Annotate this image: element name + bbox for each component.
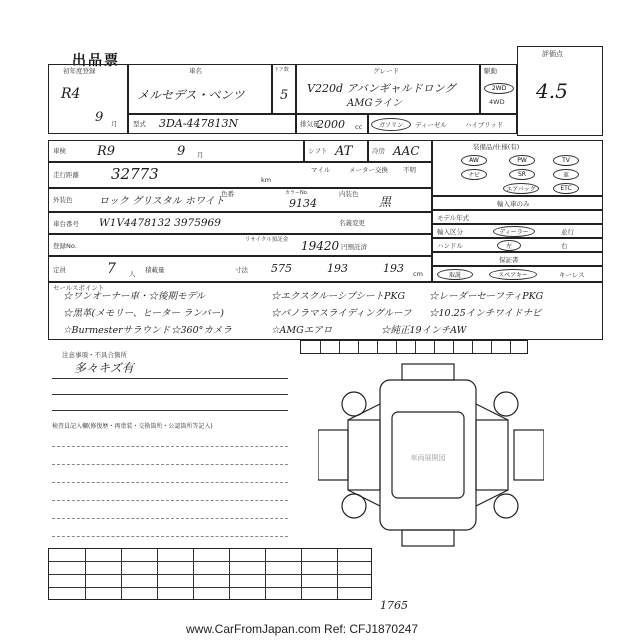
recycle-unit: 円預託済 [341, 243, 367, 251]
displacement-label: 排気量 [300, 120, 320, 128]
import-header [432, 196, 603, 210]
registration-label: 登録No. [53, 242, 77, 250]
lot-number: 1765 [380, 599, 408, 612]
capacity-unit: 人 [129, 270, 136, 278]
displacement-value: 2000 [317, 118, 345, 131]
equip-tv: TV [553, 155, 579, 166]
first-registration-month: 9 [95, 110, 104, 125]
fuel-cell [368, 114, 517, 134]
model-code: 3DA-447813N [159, 117, 239, 130]
mileage-option-unknown: 不明 [403, 166, 416, 174]
notes-label: 注意事項・不具合箇所 [62, 351, 127, 359]
color-value: ロック グリスタル ホワイト [99, 196, 225, 207]
warranty-label: 保証書 [499, 256, 519, 264]
warranty-header [432, 252, 603, 266]
doors-cell [272, 64, 296, 114]
inspection-month: 9 [177, 144, 186, 159]
mileage-cell [48, 162, 432, 188]
capacity-label: 定員 [53, 266, 66, 274]
recycle-value: 19420 [301, 239, 340, 253]
sales-point-3: ☆レーダーセーフティPKG [429, 291, 544, 302]
drive-cell [480, 64, 517, 114]
equip-etc: ETC [553, 183, 579, 194]
width-value: 193 [327, 262, 348, 275]
chassis-cell [48, 212, 432, 234]
fuel-option-diesel: ディーゼル [415, 121, 447, 129]
drive-option-4wd: 4WD [489, 98, 505, 106]
grade-label: グレード [373, 67, 399, 75]
diagram-label: 車両展開図 [410, 454, 446, 462]
dims-unit: cm [413, 270, 423, 278]
score-box [517, 46, 603, 136]
bottom-table [48, 548, 372, 600]
sales-point-9: ☆AMGエアロ [271, 325, 333, 336]
doors-value: 5 [280, 88, 289, 103]
handle-cell [432, 238, 603, 252]
inspection-cell [48, 140, 304, 162]
import-label: 輸入車のみ [497, 200, 530, 208]
color-no: 9134 [289, 197, 317, 210]
seat-label: 名義変更 [339, 219, 365, 227]
form-title: 出品票 [72, 53, 120, 69]
model-year-cell [432, 210, 603, 224]
score-value: 4.5 [536, 79, 568, 103]
model-year-label: モデル年式 [437, 214, 470, 222]
fuel-option-gasoline: ガソリン [371, 118, 411, 131]
first-registration-month-unit: 月 [111, 120, 118, 128]
equipment-label: 装備品/仕様(有) [473, 143, 520, 151]
watermark: www.CarFromJapan.com Ref: CFJ1870247 [186, 622, 419, 636]
grade-cell [296, 64, 480, 114]
sales-point-6: ☆10.25インチワイドナビ [429, 308, 542, 319]
aircon-label: 冷房 [372, 147, 385, 155]
sales-point-7: ☆Burmesterサラウンド [63, 325, 171, 336]
equip-airbag: エアバッグ [503, 183, 539, 194]
car-name: メルセデス・ベンツ [137, 88, 245, 102]
inspector-label: 検査員記入欄(修復歴・再塗装・交換箇所・公認箇所等記入) [52, 423, 213, 430]
inspection-year: R9 [97, 144, 116, 159]
warranty-option-manual: 取説 [437, 269, 473, 280]
notes-value: 多々キズ有 [74, 361, 134, 375]
mileage-label: 走行距離 [53, 171, 79, 179]
warranty-option-spare-key: スペアキー [489, 269, 537, 280]
color-cell [48, 188, 432, 212]
chassis-value: W1V4478132 3975969 [99, 217, 221, 229]
grade-line1: V220d アバンギャルドロング [307, 82, 456, 95]
condition-grid [300, 340, 528, 354]
equip-sr: SR [509, 169, 535, 180]
car-name-cell [128, 64, 272, 114]
drive-label: 駆動 [484, 67, 497, 75]
equip-aw: AW [461, 155, 487, 166]
drive-option-2wd: 2WD [484, 83, 514, 94]
sales-point-8: ☆360°カメラ [171, 325, 232, 336]
inspection-month-unit: 月 [197, 151, 204, 159]
chassis-label: 車台番号 [53, 220, 79, 228]
shift-cell [304, 140, 368, 162]
first-registration-year: R4 [61, 86, 81, 102]
sales-points-cell [48, 282, 603, 340]
first-registration-label: 初年度登録 [63, 67, 96, 75]
mileage-value: 32773 [111, 165, 159, 183]
height-value: 193 [383, 262, 404, 275]
registration-cell [48, 234, 432, 256]
dims-label: 寸法 [235, 266, 248, 274]
color-no-label: カラーNo. [285, 190, 309, 196]
shift-value: AT [335, 144, 353, 159]
warranty-option-keyless: キーレス [559, 271, 585, 279]
shift-label: シフト [308, 147, 328, 155]
mileage-unit: km [261, 176, 272, 184]
model-code-label: 型式 [133, 120, 146, 128]
color-label: 外装色 [53, 196, 73, 204]
car-diagram [318, 360, 544, 550]
equip-leather: 革 [553, 169, 579, 180]
displacement-cell [296, 114, 368, 134]
fuel-option-hybrid: ハイブリッド [465, 121, 504, 129]
interior-color-label: 内装色 [339, 190, 359, 198]
interior-color: 黒 [379, 195, 392, 209]
capacity-value: 7 [107, 261, 116, 277]
handle-label: ハンドル [437, 242, 463, 250]
aircon-value: AAC [393, 144, 420, 158]
first-registration-cell [48, 64, 128, 134]
import-type-label: 輸入区分 [437, 228, 463, 236]
equip-pw: PW [509, 155, 535, 166]
import-option-dealer: ディーラー [493, 226, 535, 237]
inspection-label: 車検 [53, 147, 66, 155]
handle-option-left: 左 [497, 240, 521, 251]
import-type-cell [432, 224, 603, 238]
score-label: 評価点 [542, 50, 563, 58]
aircon-cell [368, 140, 432, 162]
equipment-cell [432, 140, 603, 196]
model-code-cell [128, 114, 296, 134]
recycle-label: リサイクル預託金 [245, 237, 289, 243]
handle-option-right: 右 [561, 242, 568, 250]
displacement-unit: cc [355, 123, 363, 131]
doors-label: ドア数 [274, 67, 289, 73]
import-option-parallel: 並行 [561, 228, 574, 236]
warranty-options [432, 266, 603, 282]
mileage-option-mile: マイル [311, 166, 331, 174]
equip-navi: ナビ [461, 169, 487, 180]
load-label: 積載量 [145, 266, 165, 274]
length-value: 575 [271, 262, 292, 275]
sales-point-1: ☆ワンオーナー車・☆後期モデル [63, 291, 206, 302]
car-name-label: 車名 [189, 67, 202, 75]
capacity-cell [48, 256, 432, 282]
sales-point-5: ☆パノラマスライディングルーフ [271, 308, 412, 319]
sales-point-4: ☆黒革(メモリー、ヒーター ランバー) [63, 308, 225, 319]
mileage-option-meter-change: メーター交換 [349, 166, 388, 174]
sales-point-2: ☆エクスクルーシブシートPKG [271, 291, 406, 302]
color-code-label: 色番 [221, 190, 234, 198]
sales-points-label: セールスポイント [53, 284, 105, 292]
grade-line2: AMGライン [347, 98, 403, 109]
sales-point-10: ☆純正19インチAW [381, 325, 467, 336]
